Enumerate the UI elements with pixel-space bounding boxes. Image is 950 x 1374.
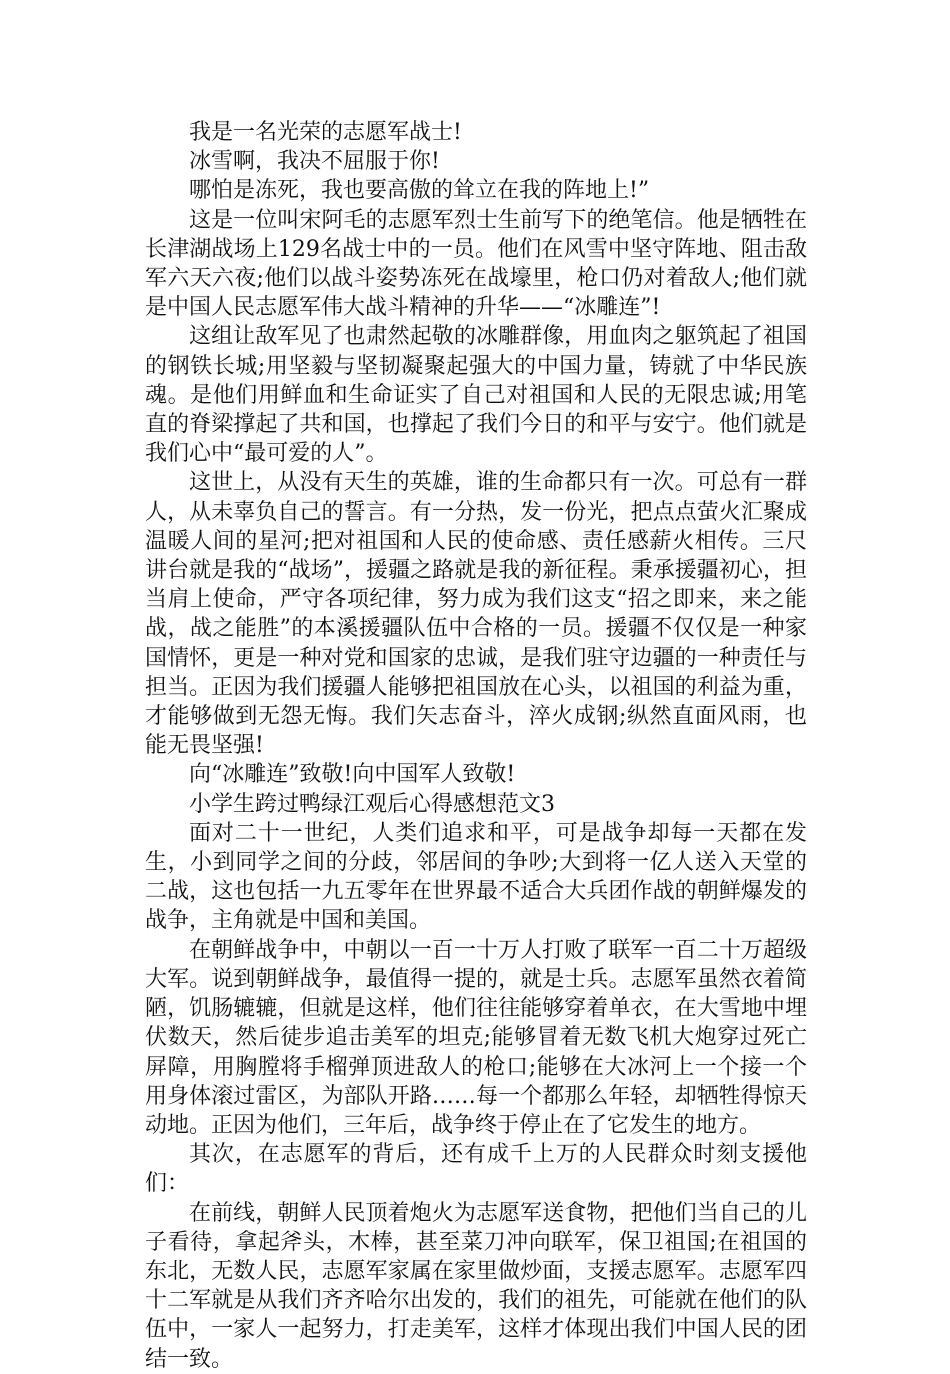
paragraph-2: 冰雪啊，我决不屈服于你! <box>189 149 440 175</box>
paragraph-6: 这世上，从没有天生的英雄，谁的生命都只有一次。可总有一群人，从未辜负自己的誓言。有一分热，发一份光，把点点萤火汇聚成温暖人间的星河;把对祖国和人民的使命感、责任感薪火相传。三尺讲台就是我的“战场”，援疆之路就是我的新征程。秉承援疆初心，担当肩上使命，严守各项纪律，努力成为我们这支“招之即来，来之能战，战之能胜”的本溪援疆队伍中合格的一员。援疆不仅仅是一种家国情怀，更是一种对党和国家的忠诚，是我们驻守边疆的一种责任与担当。正因为我们援疆人能够把祖国放在心头，以祖国的利益为重，才能够做到无怨无悔。我们矢志奋斗，淬火成钢;纵然直面风雨，也能无畏坚强! <box>145 470 807 759</box>
document-page <box>145 118 807 1374</box>
paragraph-9: 面对二十一世纪，人类们追求和平，可是战争却每一天都在发生，小到同学之间的分歧，邻居间的争吵;大到将一亿人送入天堂的二战，这也包括一九五零年在世界最不适合大兵团作战的朝鲜爆发的战争，主角就是中国和美国。 <box>145 820 807 934</box>
paragraph-5: 这组让敌军见了也肃然起敬的冰雕群像，用血肉之躯筑起了祖国的钢铁长城;用坚毅与坚韧凝聚起强大的中国力量，铸就了中华民族魂。是他们用鲜血和生命证实了自己对祖国和人民的无限忠诚;用笔直的脊梁撑起了共和国，也撑起了我们今日的和平与安宁。他们就是我们心中“最可爱的人”。 <box>145 324 807 467</box>
paragraph-12: 在前线，朝鲜人民顶着炮火为志愿军送食物，把他们当自己的儿子看待，拿起斧头，木棒，甚至菜刀冲向联军，保卫祖国;在祖国的东北，无数人民，志愿军家属在家里做炒面，支援志愿军。志愿军四十二军就是从我们齐齐哈尔出发的，我们的祖先，可能就在他们的队伍中，一家人一起努力，打走美军，这样才体现出我们中国人民的团结一致。 <box>145 1200 807 1372</box>
paragraph-10: 在朝鲜战争中，中朝以一百一十万人打败了联军一百二十万超级大军。说到朝鲜战争，最值得一提的，就是士兵。志愿军虽然衣着简陋，饥肠辘辘，但就是这样，他们往往能够穿着单衣，在大雪地中埋伏数天，然后徒步追击美军的坦克;能够冒着无数飞机大炮穿过死亡屏障，用胸膛将手榴弹顶进敌人的枪口;能够在大冰河上一个接一个用身体滚过雷区，为部队开路……每一个都那么年轻，却牺牲得惊天动地。正因为他们，三年后，战争终于停止在了它发生的地方。 <box>145 937 807 1138</box>
paragraph-7: 向“冰雕连”致敬!向中国军人致敬! <box>189 762 516 788</box>
paragraph-1: 我是一名光荣的志愿军战士! <box>189 120 462 145</box>
paragraph-11: 其次，在志愿军的背后，还有成千上万的人民群众时刻支援他们： <box>145 1142 807 1197</box>
paragraph-4: 这是一位叫宋阿毛的志愿军烈士生前写下的绝笔信。他是牺牲在长津湖战场上129名战士中的一员。他们在风雪中坚守阵地、阻击敌军六天六夜;他们以战斗姿势冻死在战壕里，枪口仍对着敌人;他们就是中国人民志愿军伟大战斗精神的升华——“冰雕连”! <box>145 207 807 321</box>
paragraph-3: 哪怕是冻死，我也要高傲的耸立在我的阵地上!” <box>189 178 650 204</box>
section-heading: 小学生跨过鸭绿江观后心得感想范文3 <box>189 791 555 817</box>
